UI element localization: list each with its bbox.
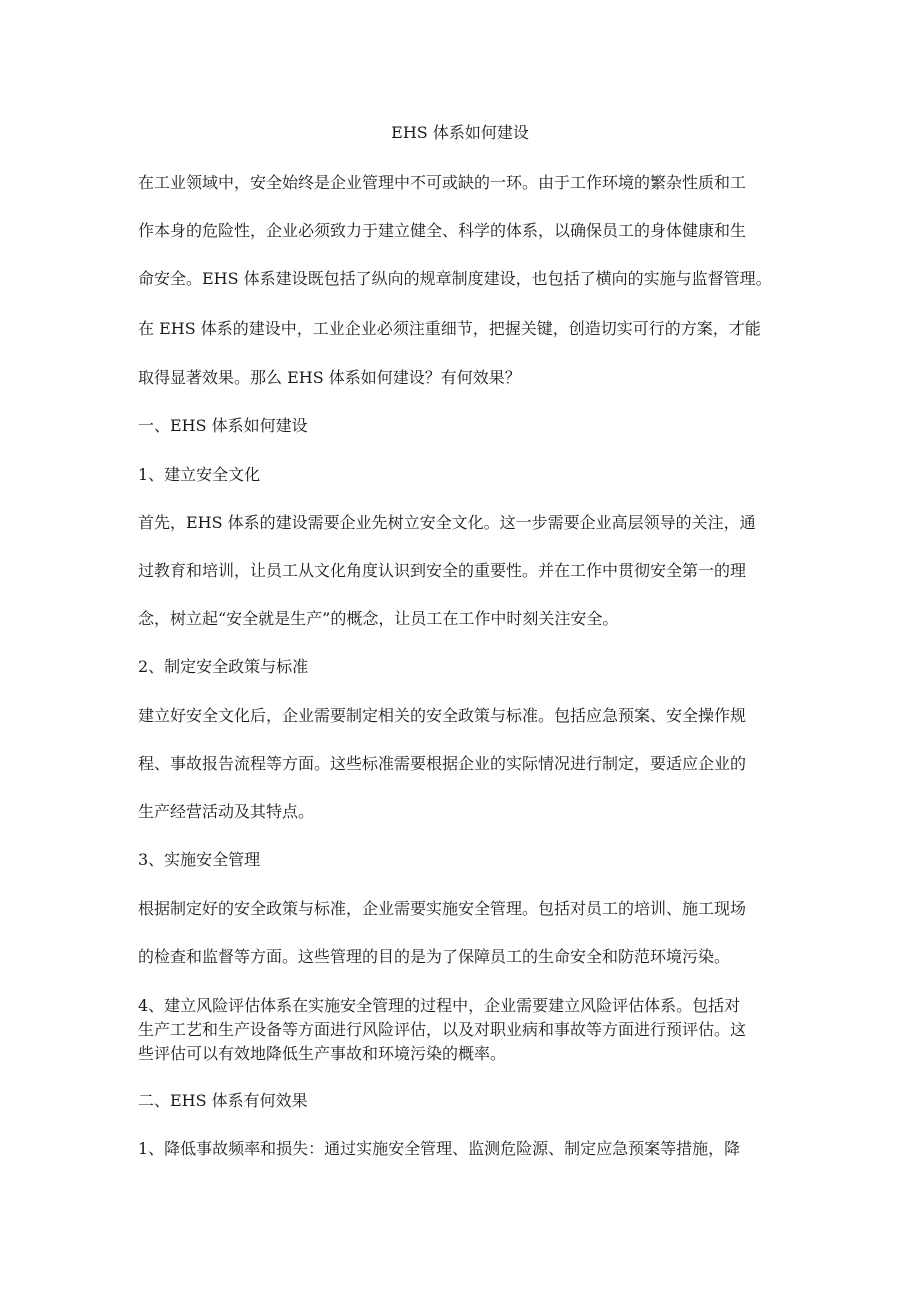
item-2-line-2: 程、事故报告流程等方面。这些标准需要根据企业的实际情况进行制定，要适应企业的 bbox=[138, 754, 747, 773]
intro-line-3: 命安全。EHS 体系建设既包括了纵向的规章制度建设，也包括了横向的实施与监督管理。 bbox=[138, 269, 772, 288]
item-1-line-3: 念，树立起“安全就是生产”的概念，让员工在工作中时刻关注安全。 bbox=[138, 609, 619, 628]
item-2-line-3: 生产经营活动及其特点。 bbox=[138, 802, 315, 821]
item-4-line-2: 生产工艺和生产设备等方面进行风险评估，以及对职业病和事故等方面进行预评估。这 bbox=[138, 1020, 747, 1039]
item-3-line-1: 根据制定好的安全政策与标准，企业需要实施安全管理。包括对员工的培训、施工现场 bbox=[138, 899, 747, 918]
item-3-heading: 3、实施安全管理 bbox=[138, 850, 261, 869]
item-1-heading: 1、建立安全文化 bbox=[138, 465, 261, 484]
intro-line-2: 作本身的危险性，企业必须致力于建立健全、科学的体系，以确保员工的身体健康和生 bbox=[138, 221, 747, 240]
effect-1-line-1: 1、降低事故频率和损失：通过实施安全管理、监测危险源、制定应急预案等措施，降 bbox=[138, 1139, 741, 1158]
item-2-line-1: 建立好安全文化后，企业需要制定相关的安全政策与标准。包括应急预案、安全操作规 bbox=[138, 706, 747, 725]
section-2-heading: 二、EHS 体系有何效果 bbox=[138, 1091, 308, 1110]
intro-line-4: 在 EHS 体系的建设中，工业企业必须注重细节，把握关键，创造切实可行的方案，才能 bbox=[138, 319, 761, 338]
item-1-line-1: 首先，EHS 体系的建设需要企业先树立安全文化。这一步需要企业高层领导的关注，通 bbox=[138, 513, 756, 532]
item-4-line-3: 些评估可以有效地降低生产事故和环境污染的概率。 bbox=[138, 1044, 507, 1063]
intro-line-5: 取得显著效果。那么 EHS 体系如何建设？有何效果？ bbox=[138, 368, 521, 387]
section-1-heading: 一、EHS 体系如何建设 bbox=[138, 416, 308, 435]
document-title: EHS 体系如何建设 bbox=[391, 123, 529, 142]
item-3-line-2: 的检查和监督等方面。这些管理的目的是为了保障员工的生命安全和防范环境污染。 bbox=[138, 947, 731, 966]
item-2-heading: 2、制定安全政策与标准 bbox=[138, 657, 309, 676]
intro-line-1: 在工业领域中，安全始终是企业管理中不可或缺的一环。由于工作环境的繁杂性质和工 bbox=[138, 173, 747, 192]
item-1-line-2: 过教育和培训，让员工从文化角度认识到安全的重要性。并在工作中贯彻安全第一的理 bbox=[138, 561, 747, 580]
item-4-line-1: 4、建立风险评估体系在实施安全管理的过程中，企业需要建立风险评估体系。包括对 bbox=[138, 996, 741, 1015]
